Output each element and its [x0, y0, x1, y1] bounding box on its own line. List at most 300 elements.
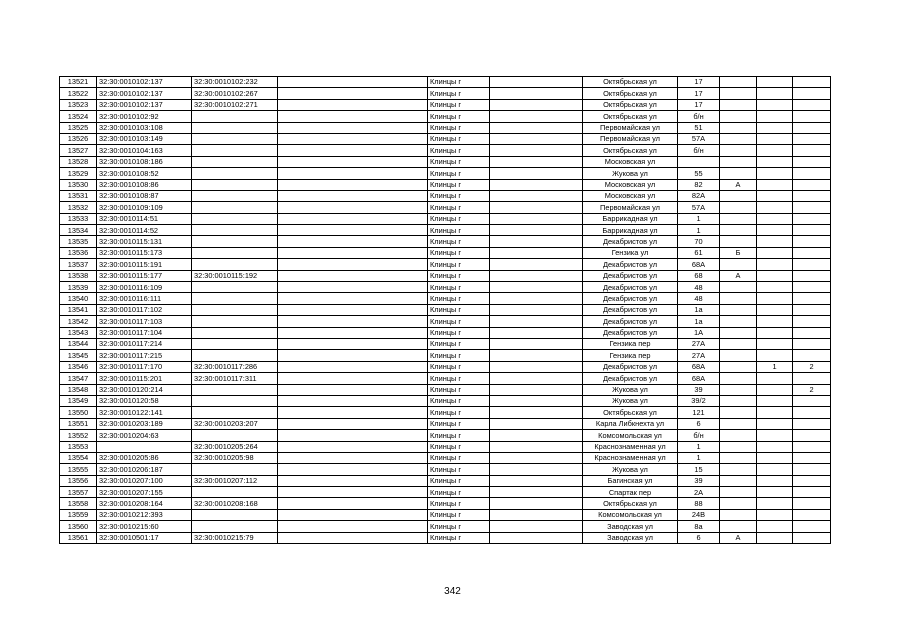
cell-blank-column: [278, 338, 428, 349]
cell-street: Декабристов ул: [583, 316, 678, 327]
cell-cadastral-number: 32:30:0010117:103: [97, 316, 192, 327]
cell-building-letter: [720, 441, 757, 452]
table-row: [60, 452, 831, 463]
cell-blank-column-2: [490, 338, 583, 349]
cell-extra-2: [793, 145, 831, 156]
cell-record-number: 13561: [60, 532, 97, 543]
cell-building-letter: [720, 122, 757, 133]
cell-cadastral-number: [97, 441, 192, 452]
cell-house-number: б/н: [678, 145, 720, 156]
cell-blank-column: [278, 532, 428, 543]
cell-building-letter: [720, 99, 757, 110]
cell-street: Октябрьская ул: [583, 498, 678, 509]
cell-record-number: 13542: [60, 316, 97, 327]
cell-house-number: 88: [678, 498, 720, 509]
cell-extra-1: [757, 316, 793, 327]
cell-record-number: 13547: [60, 373, 97, 384]
cell-extra-1: [757, 99, 793, 110]
cell-blank-column-2: [490, 452, 583, 463]
cell-blank-column-2: [490, 202, 583, 213]
cell-building-letter: [720, 430, 757, 441]
table-row: [60, 532, 831, 543]
cell-blank-column: [278, 350, 428, 361]
cell-extra-1: [757, 475, 793, 486]
cell-record-number: 13553: [60, 441, 97, 452]
cell-blank-column: [278, 270, 428, 281]
cell-locality: Клинцы г: [428, 247, 490, 258]
cell-building-letter: [720, 133, 757, 144]
table-row: [60, 407, 831, 418]
cell-extra-2: [793, 407, 831, 418]
cell-blank-column: [278, 202, 428, 213]
cell-related-cadastral-number: [192, 156, 278, 167]
cell-blank-column-2: [490, 361, 583, 372]
cell-record-number: 13533: [60, 213, 97, 224]
cell-locality: Клинцы г: [428, 498, 490, 509]
cell-extra-2: [793, 122, 831, 133]
cell-building-letter: [720, 338, 757, 349]
cell-extra-2: [793, 350, 831, 361]
cell-blank-column-2: [490, 190, 583, 201]
cell-extra-2: [793, 452, 831, 463]
cell-extra-2: [793, 133, 831, 144]
cell-cadastral-number: 32:30:0010115:173: [97, 247, 192, 258]
cell-record-number: 13534: [60, 225, 97, 236]
cell-extra-1: [757, 270, 793, 281]
cell-house-number: 1: [678, 225, 720, 236]
cell-related-cadastral-number: [192, 282, 278, 293]
cell-blank-column: [278, 99, 428, 110]
cell-extra-1: [757, 156, 793, 167]
cell-locality: Клинцы г: [428, 259, 490, 270]
cell-extra-1: [757, 452, 793, 463]
cell-house-number: 15: [678, 464, 720, 475]
cell-house-number: 1а: [678, 316, 720, 327]
cell-house-number: 27А: [678, 338, 720, 349]
cell-street: Декабристов ул: [583, 327, 678, 338]
cell-locality: Клинцы г: [428, 122, 490, 133]
cell-blank-column: [278, 236, 428, 247]
table-row: [60, 395, 831, 406]
cell-house-number: б/н: [678, 430, 720, 441]
cell-extra-2: [793, 441, 831, 452]
cell-record-number: 13526: [60, 133, 97, 144]
cell-related-cadastral-number: [192, 384, 278, 395]
cell-house-number: 68А: [678, 361, 720, 372]
cell-building-letter: [720, 316, 757, 327]
cell-locality: Клинцы г: [428, 168, 490, 179]
cell-cadastral-number: 32:30:0010207:155: [97, 487, 192, 498]
cell-blank-column: [278, 225, 428, 236]
cell-extra-2: [793, 179, 831, 190]
cell-cadastral-number: 32:30:0010116:109: [97, 282, 192, 293]
cell-blank-column-2: [490, 270, 583, 281]
cell-cadastral-number: 32:30:0010103:149: [97, 133, 192, 144]
cell-related-cadastral-number: 32:30:0010207:112: [192, 475, 278, 486]
cell-extra-2: [793, 338, 831, 349]
cell-blank-column-2: [490, 236, 583, 247]
cell-extra-2: [793, 521, 831, 532]
cell-blank-column: [278, 156, 428, 167]
cell-locality: Клинцы г: [428, 225, 490, 236]
cell-house-number: 27А: [678, 350, 720, 361]
cell-house-number: 1: [678, 452, 720, 463]
cell-house-number: 61: [678, 247, 720, 258]
cell-locality: Клинцы г: [428, 521, 490, 532]
cell-blank-column-2: [490, 111, 583, 122]
cell-blank-column: [278, 259, 428, 270]
cell-building-letter: [720, 452, 757, 463]
cell-street: Заводская ул: [583, 532, 678, 543]
cell-record-number: 13525: [60, 122, 97, 133]
cell-related-cadastral-number: 32:30:0010205:98: [192, 452, 278, 463]
cell-record-number: 13541: [60, 304, 97, 315]
cell-extra-2: [793, 498, 831, 509]
cell-related-cadastral-number: 32:30:0010102:271: [192, 99, 278, 110]
cell-blank-column: [278, 213, 428, 224]
cell-cadastral-number: 32:30:0010120:58: [97, 395, 192, 406]
cell-street: Комсомольская ул: [583, 509, 678, 520]
cell-blank-column: [278, 133, 428, 144]
cell-blank-column: [278, 190, 428, 201]
cell-extra-2: [793, 282, 831, 293]
table-row: [60, 259, 831, 270]
cell-building-letter: [720, 464, 757, 475]
cell-related-cadastral-number: [192, 293, 278, 304]
cell-extra-2: [793, 213, 831, 224]
cell-street: Гензика пер: [583, 338, 678, 349]
cell-locality: Клинцы г: [428, 156, 490, 167]
cell-record-number: 13543: [60, 327, 97, 338]
cell-record-number: 13539: [60, 282, 97, 293]
cell-blank-column: [278, 373, 428, 384]
cell-building-letter: [720, 327, 757, 338]
cell-house-number: 68А: [678, 259, 720, 270]
cell-record-number: 13544: [60, 338, 97, 349]
cell-extra-2: [793, 99, 831, 110]
cell-cadastral-number: 32:30:0010204:63: [97, 430, 192, 441]
cell-extra-1: [757, 202, 793, 213]
cell-blank-column-2: [490, 521, 583, 532]
cell-related-cadastral-number: [192, 304, 278, 315]
cell-street: Спартак пер: [583, 487, 678, 498]
cell-extra-1: [757, 225, 793, 236]
table-row: [60, 338, 831, 349]
cell-cadastral-number: 32:30:0010102:92: [97, 111, 192, 122]
cell-house-number: 17: [678, 99, 720, 110]
cell-blank-column-2: [490, 430, 583, 441]
cell-street: Багинская ул: [583, 475, 678, 486]
cell-related-cadastral-number: [192, 407, 278, 418]
cell-house-number: 6: [678, 418, 720, 429]
cell-house-number: 39/2: [678, 395, 720, 406]
cell-blank-column: [278, 88, 428, 99]
cell-extra-1: [757, 407, 793, 418]
cell-extra-1: [757, 145, 793, 156]
table-row: [60, 475, 831, 486]
cell-blank-column-2: [490, 418, 583, 429]
cell-blank-column-2: [490, 293, 583, 304]
cell-building-letter: Б: [720, 247, 757, 258]
cell-extra-1: [757, 293, 793, 304]
table-row: [60, 77, 831, 88]
cell-record-number: 13540: [60, 293, 97, 304]
cell-blank-column: [278, 498, 428, 509]
cell-related-cadastral-number: [192, 213, 278, 224]
cell-related-cadastral-number: 32:30:0010102:232: [192, 77, 278, 88]
cell-extra-2: [793, 156, 831, 167]
cell-building-letter: [720, 168, 757, 179]
cell-house-number: 57А: [678, 202, 720, 213]
cell-locality: Клинцы г: [428, 270, 490, 281]
cell-related-cadastral-number: 32:30:0010117:311: [192, 373, 278, 384]
cell-blank-column-2: [490, 213, 583, 224]
cell-extra-1: 1: [757, 361, 793, 372]
cell-house-number: 39: [678, 384, 720, 395]
cell-street: Октябрьская ул: [583, 111, 678, 122]
cell-house-number: 82А: [678, 190, 720, 201]
cell-cadastral-number: 32:30:0010114:51: [97, 213, 192, 224]
cell-locality: Клинцы г: [428, 464, 490, 475]
cell-cadastral-number: 32:30:0010117:104: [97, 327, 192, 338]
cell-cadastral-number: 32:30:0010117:102: [97, 304, 192, 315]
table-row: [60, 304, 831, 315]
cell-extra-1: [757, 521, 793, 532]
cell-extra-1: [757, 77, 793, 88]
cell-record-number: 13522: [60, 88, 97, 99]
cell-house-number: 1: [678, 441, 720, 452]
cell-extra-2: [793, 236, 831, 247]
cell-blank-column-2: [490, 327, 583, 338]
cell-building-letter: [720, 384, 757, 395]
table-row: [60, 270, 831, 281]
cell-building-letter: [720, 293, 757, 304]
cell-house-number: [678, 156, 720, 167]
cell-record-number: 13524: [60, 111, 97, 122]
cell-cadastral-number: 32:30:0010102:137: [97, 88, 192, 99]
cell-record-number: 13550: [60, 407, 97, 418]
cell-blank-column: [278, 111, 428, 122]
cell-building-letter: [720, 487, 757, 498]
cell-building-letter: [720, 407, 757, 418]
cell-house-number: 68А: [678, 373, 720, 384]
cell-street: Жукова ул: [583, 384, 678, 395]
cell-street: Первомайская ул: [583, 133, 678, 144]
cell-locality: Клинцы г: [428, 202, 490, 213]
cell-street: Первомайская ул: [583, 202, 678, 213]
cell-locality: Клинцы г: [428, 111, 490, 122]
cell-related-cadastral-number: [192, 225, 278, 236]
cell-related-cadastral-number: [192, 247, 278, 258]
cell-cadastral-number: 32:30:0010117:170: [97, 361, 192, 372]
cell-blank-column: [278, 145, 428, 156]
cell-extra-2: [793, 304, 831, 315]
cell-street: Карла Либкнехта ул: [583, 418, 678, 429]
cell-related-cadastral-number: [192, 395, 278, 406]
cell-street: Декабристов ул: [583, 282, 678, 293]
cell-extra-1: [757, 441, 793, 452]
cell-street: Московская ул: [583, 156, 678, 167]
table-row: [60, 133, 831, 144]
table-row: [60, 487, 831, 498]
cell-street: Московская ул: [583, 179, 678, 190]
cell-blank-column-2: [490, 373, 583, 384]
cell-locality: Клинцы г: [428, 304, 490, 315]
cell-locality: Клинцы г: [428, 418, 490, 429]
cell-street: Баррикадная ул: [583, 213, 678, 224]
cell-street: Декабристов ул: [583, 293, 678, 304]
cell-building-letter: [720, 145, 757, 156]
table-row: [60, 88, 831, 99]
cell-blank-column-2: [490, 475, 583, 486]
table-row: [60, 327, 831, 338]
cell-extra-2: [793, 464, 831, 475]
cell-locality: Клинцы г: [428, 236, 490, 247]
cell-extra-1: [757, 384, 793, 395]
cell-house-number: 82: [678, 179, 720, 190]
cell-blank-column: [278, 293, 428, 304]
records-table: [59, 76, 831, 544]
cell-blank-column: [278, 509, 428, 520]
cell-house-number: 48: [678, 282, 720, 293]
records-table-body: [60, 77, 831, 544]
cell-street: Краснознаменная ул: [583, 441, 678, 452]
cell-building-letter: [720, 282, 757, 293]
cell-blank-column: [278, 304, 428, 315]
cell-street: Декабристов ул: [583, 270, 678, 281]
cell-blank-column: [278, 179, 428, 190]
cell-extra-1: [757, 338, 793, 349]
cell-extra-2: [793, 77, 831, 88]
cell-extra-2: [793, 190, 831, 201]
cell-related-cadastral-number: [192, 202, 278, 213]
cell-cadastral-number: 32:30:0010115:177: [97, 270, 192, 281]
cell-related-cadastral-number: [192, 259, 278, 270]
table-row: [60, 509, 831, 520]
cell-related-cadastral-number: [192, 509, 278, 520]
cell-building-letter: А: [720, 532, 757, 543]
table-row: [60, 316, 831, 327]
cell-extra-1: [757, 168, 793, 179]
cell-street: Октябрьская ул: [583, 88, 678, 99]
table-row: [60, 293, 831, 304]
cell-locality: Клинцы г: [428, 373, 490, 384]
cell-extra-1: [757, 350, 793, 361]
cell-building-letter: [720, 213, 757, 224]
cell-record-number: 13560: [60, 521, 97, 532]
cell-related-cadastral-number: 32:30:0010205:264: [192, 441, 278, 452]
cell-blank-column-2: [490, 441, 583, 452]
cell-extra-2: [793, 168, 831, 179]
table-row: [60, 145, 831, 156]
cell-blank-column-2: [490, 259, 583, 270]
cell-building-letter: [720, 521, 757, 532]
cell-street: Гензика пер: [583, 350, 678, 361]
cell-blank-column-2: [490, 487, 583, 498]
cell-blank-column: [278, 430, 428, 441]
cell-street: Заводская ул: [583, 521, 678, 532]
cell-record-number: 13556: [60, 475, 97, 486]
table-row: [60, 441, 831, 452]
cell-extra-1: [757, 282, 793, 293]
cell-building-letter: [720, 350, 757, 361]
cell-house-number: 68: [678, 270, 720, 281]
cell-cadastral-number: 32:30:0010108:186: [97, 156, 192, 167]
cell-extra-2: [793, 293, 831, 304]
cell-extra-1: [757, 418, 793, 429]
cell-extra-1: [757, 190, 793, 201]
cell-blank-column-2: [490, 156, 583, 167]
cell-extra-1: [757, 327, 793, 338]
cell-blank-column-2: [490, 122, 583, 133]
cell-related-cadastral-number: 32:30:0010115:192: [192, 270, 278, 281]
cell-cadastral-number: 32:30:0010116:111: [97, 293, 192, 304]
cell-locality: Клинцы г: [428, 441, 490, 452]
cell-locality: Клинцы г: [428, 384, 490, 395]
cell-locality: Клинцы г: [428, 133, 490, 144]
cell-blank-column-2: [490, 407, 583, 418]
cell-cadastral-number: 32:30:0010115:201: [97, 373, 192, 384]
cell-house-number: 17: [678, 77, 720, 88]
cell-related-cadastral-number: [192, 168, 278, 179]
cell-related-cadastral-number: [192, 179, 278, 190]
cell-street: Баррикадная ул: [583, 225, 678, 236]
cell-building-letter: А: [720, 270, 757, 281]
cell-record-number: 13537: [60, 259, 97, 270]
cell-house-number: 1: [678, 213, 720, 224]
cell-extra-2: 2: [793, 361, 831, 372]
cell-street: Московская ул: [583, 190, 678, 201]
cell-related-cadastral-number: [192, 430, 278, 441]
cell-extra-1: [757, 247, 793, 258]
table-row: [60, 99, 831, 110]
cell-record-number: 13532: [60, 202, 97, 213]
cell-related-cadastral-number: [192, 338, 278, 349]
cell-blank-column-2: [490, 99, 583, 110]
cell-record-number: 13552: [60, 430, 97, 441]
cell-blank-column-2: [490, 247, 583, 258]
cell-cadastral-number: 32:30:0010120:214: [97, 384, 192, 395]
cell-extra-2: [793, 270, 831, 281]
cell-related-cadastral-number: [192, 350, 278, 361]
cell-street: Октябрьская ул: [583, 145, 678, 156]
table-row: [60, 498, 831, 509]
cell-blank-column: [278, 475, 428, 486]
cell-building-letter: А: [720, 179, 757, 190]
cell-record-number: 13530: [60, 179, 97, 190]
cell-building-letter: [720, 190, 757, 201]
cell-record-number: 13523: [60, 99, 97, 110]
cell-street: Октябрьская ул: [583, 77, 678, 88]
cell-building-letter: [720, 259, 757, 270]
cell-record-number: 13527: [60, 145, 97, 156]
cell-extra-2: [793, 532, 831, 543]
cell-house-number: 48: [678, 293, 720, 304]
table-row: [60, 247, 831, 258]
cell-cadastral-number: 32:30:0010108:86: [97, 179, 192, 190]
cell-cadastral-number: 32:30:0010117:214: [97, 338, 192, 349]
cell-blank-column-2: [490, 498, 583, 509]
cell-locality: Клинцы г: [428, 213, 490, 224]
table-row: [60, 373, 831, 384]
cell-cadastral-number: 32:30:0010205:86: [97, 452, 192, 463]
table-row: [60, 225, 831, 236]
cell-building-letter: [720, 111, 757, 122]
cell-extra-1: [757, 304, 793, 315]
cell-street: Комсомольская ул: [583, 430, 678, 441]
table-row: [60, 350, 831, 361]
cell-blank-column-2: [490, 145, 583, 156]
